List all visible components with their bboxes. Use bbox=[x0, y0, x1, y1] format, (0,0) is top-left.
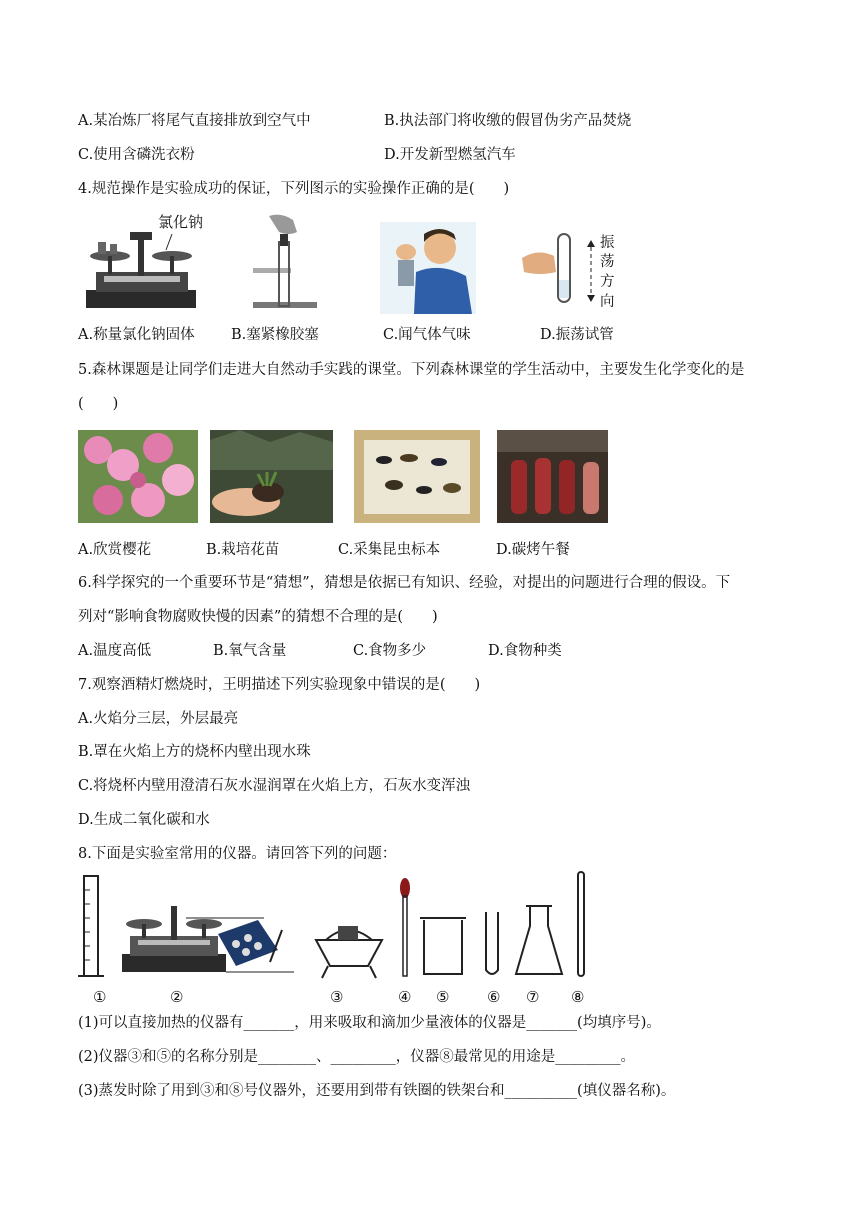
q5-option-c: C.采集昆虫标本 bbox=[338, 542, 441, 558]
q6-stem-line2: 列对“影响食物腐败快慢的因素”的猜想不合理的是( ) bbox=[78, 609, 438, 625]
q5-photo-insects bbox=[354, 430, 480, 523]
q8-label-2: ② bbox=[170, 988, 184, 1006]
q4-image-shake bbox=[520, 228, 582, 310]
q5-option-b: B.栽培花苗 bbox=[206, 542, 280, 558]
q5-option-d: D.碳烤午餐 bbox=[496, 542, 570, 558]
q5-stem-line2: ( ) bbox=[78, 396, 119, 412]
q4-image-d-label-2: 荡 bbox=[600, 254, 615, 270]
q4-image-a-label: 氯化钠 bbox=[158, 213, 204, 231]
q7-option-c: C.将烧杯内壁用澄清石灰水湿润罩在火焰上方，石灰水变浑浊 bbox=[78, 778, 471, 794]
q3-option-d: D.开发新型燃氢汽车 bbox=[384, 147, 516, 163]
q4-image-stopper bbox=[249, 212, 321, 314]
q4-image-d-label-4: 向 bbox=[600, 294, 615, 310]
q8-label-1: ① bbox=[93, 988, 107, 1006]
q3-option-b: B.执法部门将收缴的假冒伪劣产品焚烧 bbox=[384, 113, 632, 129]
q7-stem: 7.观察酒精灯燃烧时，王明描述下列实验现象中错误的是( ) bbox=[78, 677, 481, 693]
q5-photo-barbecue bbox=[497, 430, 608, 523]
q5-photo-seedlings bbox=[210, 430, 333, 523]
q6-option-c: C.食物多少 bbox=[353, 643, 427, 659]
q8-sub2: (2)仪器③和⑤的名称分别是________、_________，仪器⑧最常见的用途是_________。 bbox=[78, 1049, 636, 1065]
q5-photo-cherry-blossom bbox=[78, 430, 198, 523]
q7-option-d: D.生成二氧化碳和水 bbox=[78, 812, 210, 828]
q3-option-c: C.使用含磷洗衣粉 bbox=[78, 147, 195, 163]
q6-stem-line1: 6.科学探究的一个重要环节是“猜想”，猜想是依据已有知识、经验，对提出的问题进行合理的假设。下 bbox=[78, 575, 731, 591]
q6-option-a: A.温度高低 bbox=[78, 643, 152, 659]
q3-option-a: A.某冶炼厂将尾气直接排放到空气中 bbox=[78, 113, 311, 129]
q8-label-8: ⑧ bbox=[571, 988, 585, 1006]
q8-label-4: ④ bbox=[398, 988, 412, 1006]
q8-sub3: (3)蒸发时除了用到③和⑧号仪器外，还要用到带有铁圈的铁架台和__________(填仪器名称)。 bbox=[78, 1083, 676, 1099]
q4-option-d: D.振荡试管 bbox=[540, 327, 614, 343]
q4-option-a: A.称量氯化钠固体 bbox=[78, 327, 195, 343]
q4-direction-arrow bbox=[585, 238, 597, 304]
q8-sub1: (1)可以直接加热的仪器有_______，用来吸取和滴加少量液体的仪器是_______(均填序号)。 bbox=[78, 1015, 661, 1031]
q7-option-a: A.火焰分三层，外层最亮 bbox=[78, 711, 239, 727]
q8-label-7: ⑦ bbox=[526, 988, 540, 1006]
q4-stem: 4.规范操作是实验成功的保证，下列图示的实验操作正确的是( ) bbox=[78, 181, 510, 197]
q5-stem-line1: 5.森林课题是让同学们走进大自然动手实践的课堂。下列森林课堂的学生活动中，主要发生化学变化的是 bbox=[78, 362, 745, 378]
q8-label-5: ⑤ bbox=[436, 988, 450, 1006]
q8-stem: 8.下面是实验室常用的仪器。请回答下列的问题： bbox=[78, 846, 397, 862]
q8-label-6: ⑥ bbox=[487, 988, 501, 1006]
q6-option-d: D.食物种类 bbox=[488, 643, 562, 659]
q4-option-c: C.闻气体气味 bbox=[383, 327, 471, 343]
q6-option-b: B.氧气含量 bbox=[213, 643, 287, 659]
q7-option-b: B.罩在火焰上方的烧杯内壁出现水珠 bbox=[78, 744, 311, 760]
q5-option-a: A.欣赏樱花 bbox=[78, 542, 152, 558]
q4-image-smell bbox=[380, 222, 476, 314]
q4-image-d-label-1: 振 bbox=[600, 235, 615, 251]
q4-image-d-label-3: 方 bbox=[600, 274, 615, 290]
q4-option-b: B.塞紧橡胶塞 bbox=[231, 327, 319, 343]
q8-apparatus-illustration bbox=[78, 870, 598, 982]
q8-label-3: ③ bbox=[330, 988, 344, 1006]
